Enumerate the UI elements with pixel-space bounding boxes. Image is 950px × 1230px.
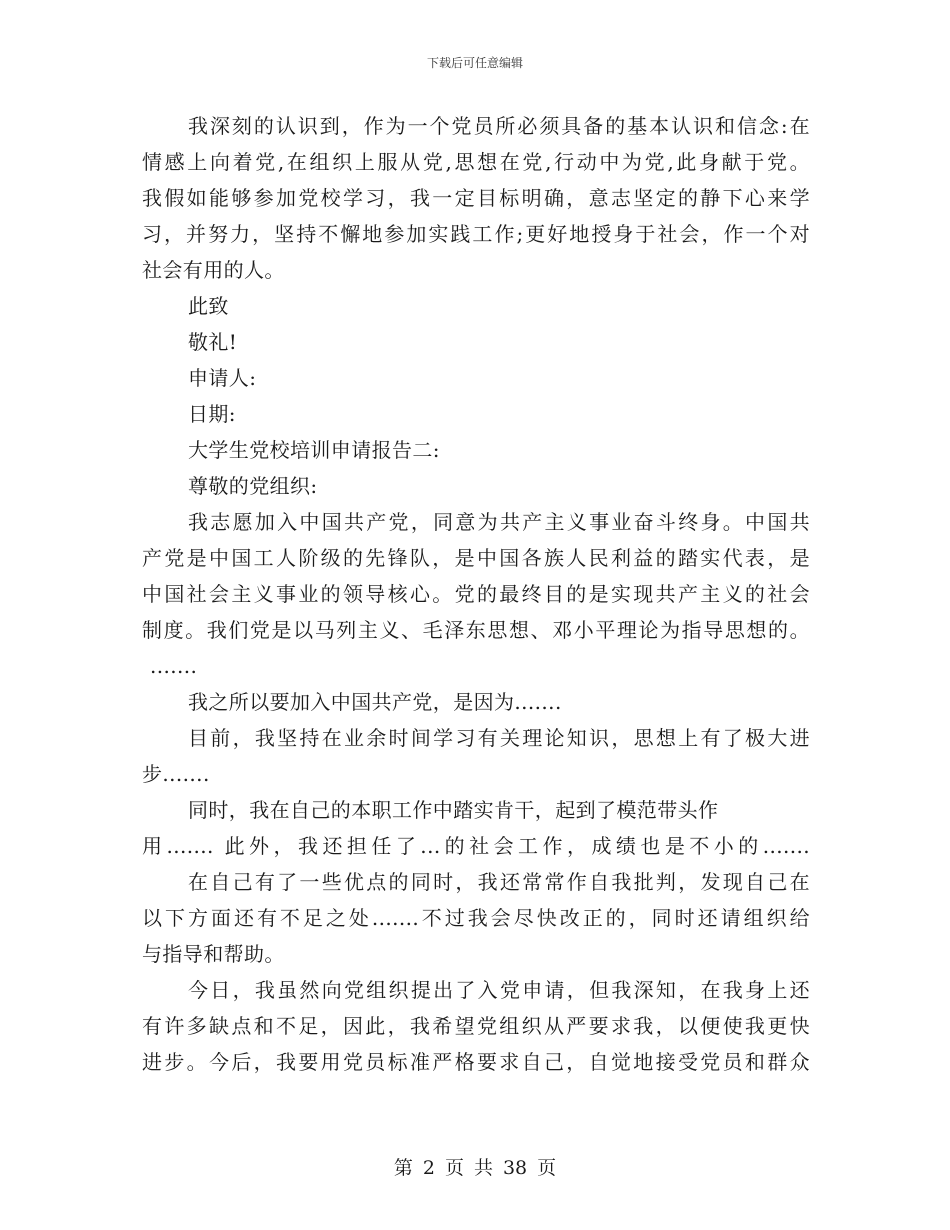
text-line: 以下方面还有不足之处.......不过我会尽快改正的，同时还请组织给 — [142, 906, 810, 930]
text-line: 制度。我们党是以马列主义、毛泽东思想、邓小平理论为指导思想的。 — [142, 618, 810, 642]
footer-page-word: 页 — [444, 1157, 464, 1179]
footer-total-word: 共 — [473, 1157, 493, 1179]
text-line: 我之所以要加入中国共产党，是因为....... — [188, 690, 562, 714]
text-line: 中国社会主义事业的领导核心。党的最终目的是实现共产主义的社会 — [142, 582, 810, 606]
text-line: 同时，我在自己的本职工作中踏实肯干，起到了模范带头作 — [188, 798, 719, 822]
text-line: 在自己有了一些优点的同时，我还常常作自我批判，发现自己在 — [188, 870, 810, 894]
text-line: 习，并努力，坚持不懈地参加实践工作;更好地授身于社会，作一个对 — [142, 222, 810, 246]
text-line: 我志愿加入中国共产党，同意为共产主义事业奋斗终身。中国共 — [188, 510, 810, 534]
text-line: 步....... — [142, 762, 210, 786]
text-line: 我深刻的认识到，作为一个党员所必须具备的基本认识和信念:在 — [188, 114, 810, 138]
footer-suffix: 页 — [537, 1157, 557, 1179]
text-line: 进步。今后，我要用党员标准严格要求自己，自觉地接受党员和群众 — [142, 1050, 810, 1074]
text-line: 申请人: — [188, 366, 257, 390]
text-line: 敬礼! — [188, 330, 238, 354]
text-line: 与指导和帮助。 — [142, 942, 285, 966]
text-line: 社会有用的人。 — [142, 258, 285, 282]
page-footer — [0, 1153, 950, 1180]
text-line: 我假如能够参加党校学习，我一定目标明确，意志坚定的静下心来学 — [142, 186, 810, 210]
text-line: ....... — [150, 654, 198, 678]
text-line: 情感上向着党,在组织上服从党,思想在党,行动中为党,此身献于党。 — [142, 150, 810, 174]
total-page-count: 38 — [502, 1157, 528, 1179]
text-line: 目前，我坚持在业余时间学习有关理论知识，思想上有了极大进 — [188, 726, 810, 750]
text-line: 大学生党校培训申请报告二: — [188, 438, 440, 462]
current-page-number: 2 — [422, 1157, 435, 1179]
text-line: 今日，我虽然向党组织提出了入党申请，但我深知，在我身上还 — [188, 978, 810, 1002]
text-line: 有许多缺点和不足，因此，我希望党组织从严要求我，以便使我更快 — [142, 1014, 810, 1038]
document-body — [142, 108, 810, 1080]
text-line: 日期: — [188, 402, 236, 426]
page-header: 下载后可任意编辑 — [426, 56, 523, 70]
text-line: 用....... 此外，我还担任了...的社会工作，成绩也是不小的....... — [142, 834, 810, 858]
text-line: 尊敬的党组织: — [188, 474, 318, 498]
text-line: 此致 — [188, 294, 229, 318]
footer-prefix: 第 — [393, 1157, 413, 1179]
text-line: 产党是中国工人阶级的先锋队，是中国各族人民利益的踏实代表，是 — [142, 546, 810, 570]
